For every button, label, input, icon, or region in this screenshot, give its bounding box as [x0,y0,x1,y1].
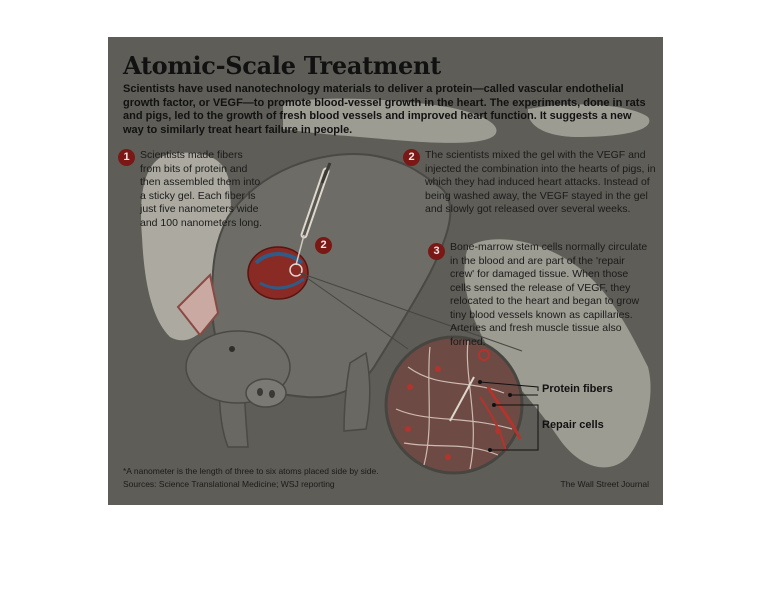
diagram-marker-2: 2 [315,237,332,254]
footnote: *A nanometer is the length of three to six atoms placed side by side. [123,466,379,476]
step-3-number: 3 [428,243,445,260]
step-2-number: 2 [403,149,420,166]
step-1-text: Scientists made fibers from bits of protein and then assembled them into a sticky gel. Each fiber is just five nanometers wide and 100 nanometers long. [140,149,263,229]
repair-cells-label: Repair cells [542,419,604,431]
page-title: Atomic-Scale Treatment [123,51,441,80]
intro-paragraph: Scientists have used nanotechnology materials to deliver a protein—called vascular endothelial growth factor, or VEGF—to promote blood-vessel growth in the heart. The experiments, done in rats and pigs, led to the growth of fresh blood vessels and improved heart function. It suggests a new way to similarly treat heart failure in people. [123,83,646,136]
step-1-number: 1 [118,149,135,166]
step-2-text: The scientists mixed the gel with the VEGF and injected the combination into the hearts of pigs, in which they had induced heart attacks. Instead of being washed away, the VEGF stayed in the gel and slowly got released over several weeks. [425,149,656,215]
sources: Sources: Science Translational Medicine; WSJ reporting [123,479,335,489]
pig-snout [246,379,286,407]
credit: The Wall Street Journal [560,479,649,489]
protein-fibers-label: Protein fibers [542,383,613,395]
step-3-text: Bone-marrow stem cells normally circulate in the blood and are part of the 'repair crew' for damaged tissue. When those cells sensed the release of VEGF, they relocated to the heart and began to grow tiny blood vessels known as capillaries. Arteries and fresh muscle tissue also formed. [450,241,648,348]
infographic-panel [108,37,663,505]
